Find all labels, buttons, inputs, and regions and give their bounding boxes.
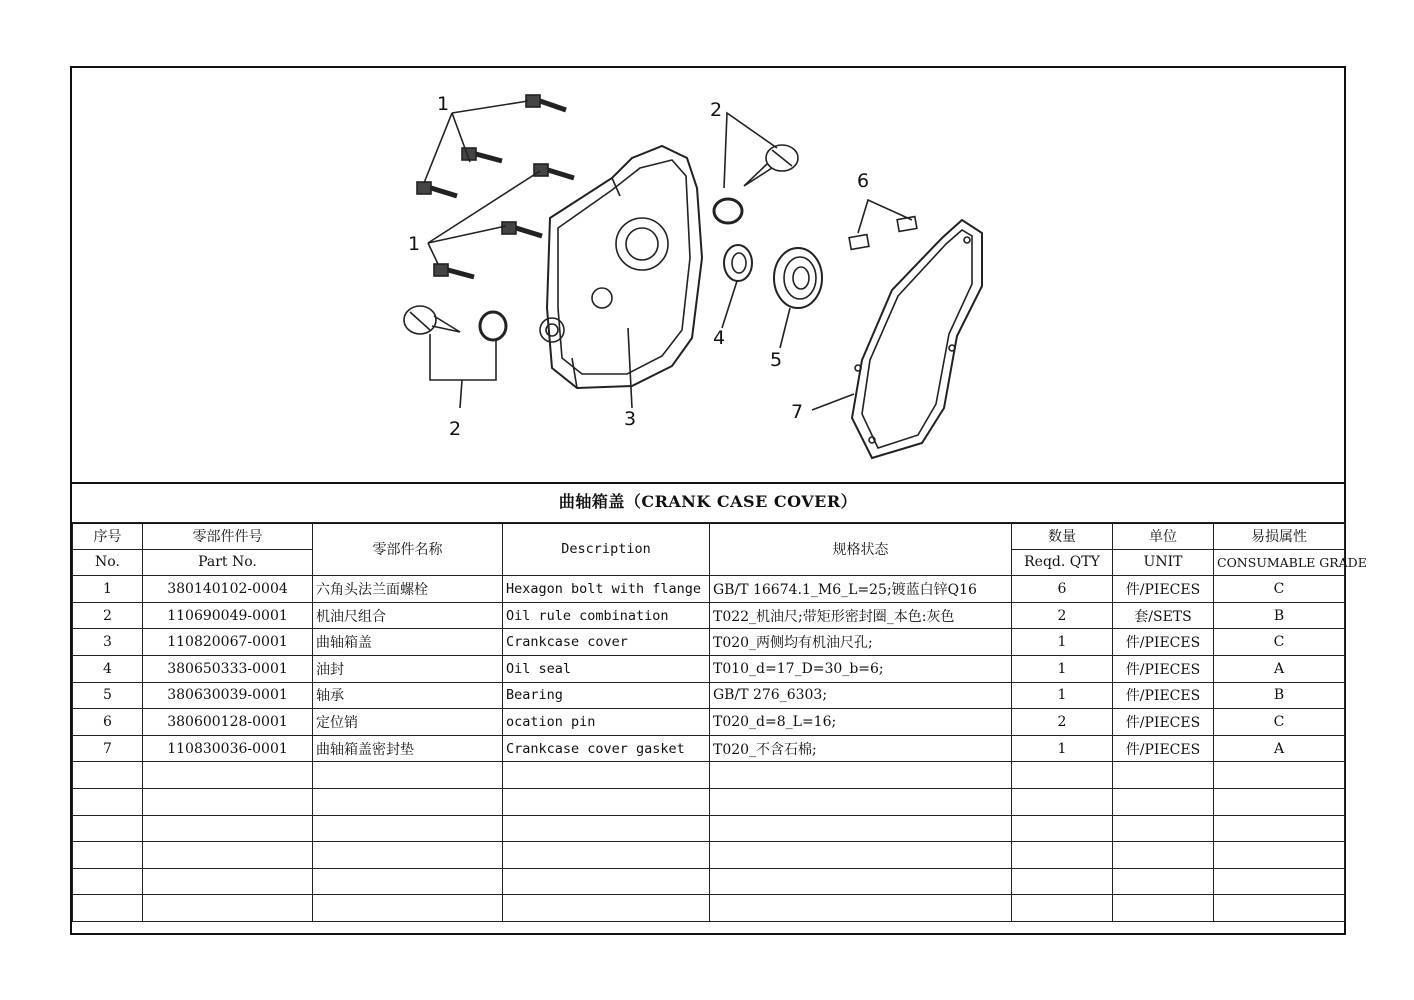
- table-row: [73, 815, 1345, 842]
- cell-unit: 套/SETS: [1113, 602, 1214, 629]
- parts-sheet: [70, 66, 1367, 935]
- callout-3: 3: [624, 408, 637, 430]
- cell-qty: [1012, 762, 1113, 789]
- header-seq-en: No.: [73, 549, 143, 576]
- cell-name-cn: [313, 842, 503, 869]
- cell-description: ocation pin: [503, 709, 710, 736]
- header-part-en: Part No.: [143, 549, 313, 576]
- cell-grade: C: [1214, 629, 1345, 656]
- table-row: [73, 842, 1345, 869]
- bolt-icon: [526, 95, 566, 110]
- callout-4: 4: [713, 327, 726, 349]
- bolt-icon: [502, 222, 542, 236]
- cell-unit: 件/PIECES: [1113, 709, 1214, 736]
- cell-description: [503, 842, 710, 869]
- cell-grade: [1214, 788, 1345, 815]
- cell-unit: [1113, 842, 1214, 869]
- dipstick-icon: [404, 306, 460, 334]
- cell-qty: 1: [1012, 735, 1113, 762]
- table-row: [73, 709, 1345, 736]
- cell-no: 6: [73, 709, 143, 736]
- exploded-view-drawing: [72, 68, 1344, 482]
- cell-qty: 1: [1012, 629, 1113, 656]
- cell-no: [73, 762, 143, 789]
- cell-description: [503, 895, 710, 922]
- callout-6: 6: [857, 170, 870, 192]
- table-row: [73, 735, 1345, 762]
- cell-part-no: 110690049-0001: [143, 602, 313, 629]
- header-unit-en: UNIT: [1113, 549, 1214, 576]
- cell-description: [503, 788, 710, 815]
- cell-spec: T020_不含石棉;: [710, 735, 1012, 762]
- bolt-icon: [417, 182, 457, 196]
- callout-1-top: 1: [437, 93, 450, 115]
- header-grade-en: CONSUMABLE GRADE: [1214, 549, 1345, 576]
- table-row: [73, 602, 1345, 629]
- cell-part-no: 380650333-0001: [143, 655, 313, 682]
- cell-qty: [1012, 815, 1113, 842]
- cell-unit: [1113, 895, 1214, 922]
- cell-qty: 2: [1012, 709, 1113, 736]
- cell-grade: B: [1214, 682, 1345, 709]
- cell-name-cn: [313, 788, 503, 815]
- table-row: [73, 762, 1345, 789]
- cell-name-cn: [313, 868, 503, 895]
- table-row: [73, 868, 1345, 895]
- cell-no: 2: [73, 602, 143, 629]
- cell-unit: 件/PIECES: [1113, 735, 1214, 762]
- cell-qty: 1: [1012, 655, 1113, 682]
- parts-table: [72, 522, 1367, 922]
- cell-unit: [1113, 762, 1214, 789]
- cell-description: Bearing: [503, 682, 710, 709]
- gasket-icon: [852, 220, 982, 458]
- cell-no: 7: [73, 735, 143, 762]
- bolt-icon: [434, 264, 474, 277]
- callout-1-middle: 1: [408, 233, 421, 255]
- cell-part-no: 380600128-0001: [143, 709, 313, 736]
- cell-unit: 件/PIECES: [1113, 655, 1214, 682]
- callout-2-left: 2: [449, 418, 462, 440]
- cell-no: 5: [73, 682, 143, 709]
- callout-5: 5: [770, 349, 783, 371]
- header-name-cn: 零部件名称: [313, 523, 503, 576]
- location-pin-icon: [849, 217, 917, 250]
- cell-grade: [1214, 815, 1345, 842]
- sheet-title: 曲轴箱盖（CRANK CASE COVER）: [72, 482, 1344, 524]
- cell-description: Crankcase cover gasket: [503, 735, 710, 762]
- cell-grade: B: [1214, 602, 1345, 629]
- header-description: Description: [503, 523, 710, 576]
- cell-name-cn: 曲轴箱盖密封垫: [313, 735, 503, 762]
- crankcase-cover-icon: [540, 146, 702, 388]
- oil-seal-icon: [724, 245, 752, 281]
- cell-no: [73, 868, 143, 895]
- cell-description: [503, 815, 710, 842]
- cell-grade: [1214, 762, 1345, 789]
- cell-spec: [710, 815, 1012, 842]
- cell-part-no: [143, 815, 313, 842]
- cell-no: [73, 895, 143, 922]
- cell-spec: GB/T 16674.1_M6_L=25;镀蓝白锌Q16: [710, 576, 1012, 603]
- header-part-cn: 零部件件号: [143, 523, 313, 550]
- cell-qty: [1012, 788, 1113, 815]
- cell-grade: C: [1214, 709, 1345, 736]
- cell-spec: GB/T 276_6303;: [710, 682, 1012, 709]
- cell-grade: [1214, 842, 1345, 869]
- cell-name-cn: [313, 895, 503, 922]
- header-spec: 规格状态: [710, 523, 1012, 576]
- cell-grade: [1214, 895, 1345, 922]
- cell-part-no: [143, 762, 313, 789]
- cell-name-cn: 六角头法兰面螺栓: [313, 576, 503, 603]
- cell-spec: [710, 788, 1012, 815]
- cell-description: [503, 762, 710, 789]
- table-row: [73, 788, 1345, 815]
- cell-spec: [710, 762, 1012, 789]
- cell-grade: [1214, 868, 1345, 895]
- header-qty-cn: 数量: [1012, 523, 1113, 550]
- cell-unit: [1113, 788, 1214, 815]
- cell-grade: A: [1214, 735, 1345, 762]
- bearing-icon: [774, 248, 822, 308]
- cell-description: Oil seal: [503, 655, 710, 682]
- cell-name-cn: [313, 815, 503, 842]
- callout-7: 7: [791, 401, 804, 423]
- cell-part-no: [143, 788, 313, 815]
- callout-2-right: 2: [710, 99, 723, 121]
- table-row: [73, 655, 1345, 682]
- cell-qty: [1012, 895, 1113, 922]
- o-ring-icon: [480, 312, 506, 340]
- cell-spec: [710, 868, 1012, 895]
- cell-no: 1: [73, 576, 143, 603]
- cell-name-cn: 曲轴箱盖: [313, 629, 503, 656]
- cell-description: Oil rule combination: [503, 602, 710, 629]
- cell-unit: [1113, 815, 1214, 842]
- cell-grade: C: [1214, 576, 1345, 603]
- cell-qty: 6: [1012, 576, 1113, 603]
- cell-no: [73, 788, 143, 815]
- cell-description: Hexagon bolt with flange: [503, 576, 710, 603]
- header-seq-cn: 序号: [73, 523, 143, 550]
- dipstick-icon: [744, 145, 798, 186]
- cell-no: [73, 842, 143, 869]
- table-row: [73, 895, 1345, 922]
- cell-qty: 2: [1012, 602, 1113, 629]
- cell-spec: T020_两侧均有机油尺孔;: [710, 629, 1012, 656]
- cell-part-no: 110830036-0001: [143, 735, 313, 762]
- cell-name-cn: 油封: [313, 655, 503, 682]
- cell-grade: A: [1214, 655, 1345, 682]
- cell-no: [73, 815, 143, 842]
- cell-part-no: 380630039-0001: [143, 682, 313, 709]
- cell-name-cn: [313, 762, 503, 789]
- cell-part-no: 110820067-0001: [143, 629, 313, 656]
- cell-unit: 件/PIECES: [1113, 629, 1214, 656]
- cell-spec: T010_d=17_D=30_b=6;: [710, 655, 1012, 682]
- cell-unit: 件/PIECES: [1113, 682, 1214, 709]
- o-ring-icon: [714, 199, 742, 223]
- cell-spec: T020_d=8_L=16;: [710, 709, 1012, 736]
- cell-no: 4: [73, 655, 143, 682]
- table-row: [73, 576, 1345, 603]
- cell-unit: [1113, 868, 1214, 895]
- header-row-cn: [73, 523, 1345, 550]
- cell-description: Crankcase cover: [503, 629, 710, 656]
- cell-part-no: [143, 895, 313, 922]
- cell-spec: [710, 895, 1012, 922]
- table-row: [73, 629, 1345, 656]
- exploded-diagram: [72, 68, 1344, 484]
- cell-description: [503, 868, 710, 895]
- header-grade-cn: 易损属性: [1214, 523, 1345, 550]
- cell-qty: [1012, 868, 1113, 895]
- cell-name-cn: 定位销: [313, 709, 503, 736]
- cell-spec: [710, 842, 1012, 869]
- cell-part-no: 380140102-0004: [143, 576, 313, 603]
- table-row: [73, 682, 1345, 709]
- cell-qty: 1: [1012, 682, 1113, 709]
- cell-qty: [1012, 842, 1113, 869]
- cell-name-cn: 轴承: [313, 682, 503, 709]
- cell-part-no: [143, 868, 313, 895]
- cell-spec: T022_机油尺;带矩形密封圈_本色:灰色: [710, 602, 1012, 629]
- cell-part-no: [143, 842, 313, 869]
- header-qty-en: Reqd. QTY: [1012, 549, 1113, 576]
- cell-name-cn: 机油尺组合: [313, 602, 503, 629]
- header-unit-cn: 单位: [1113, 523, 1214, 550]
- cell-unit: 件/PIECES: [1113, 576, 1214, 603]
- cell-no: 3: [73, 629, 143, 656]
